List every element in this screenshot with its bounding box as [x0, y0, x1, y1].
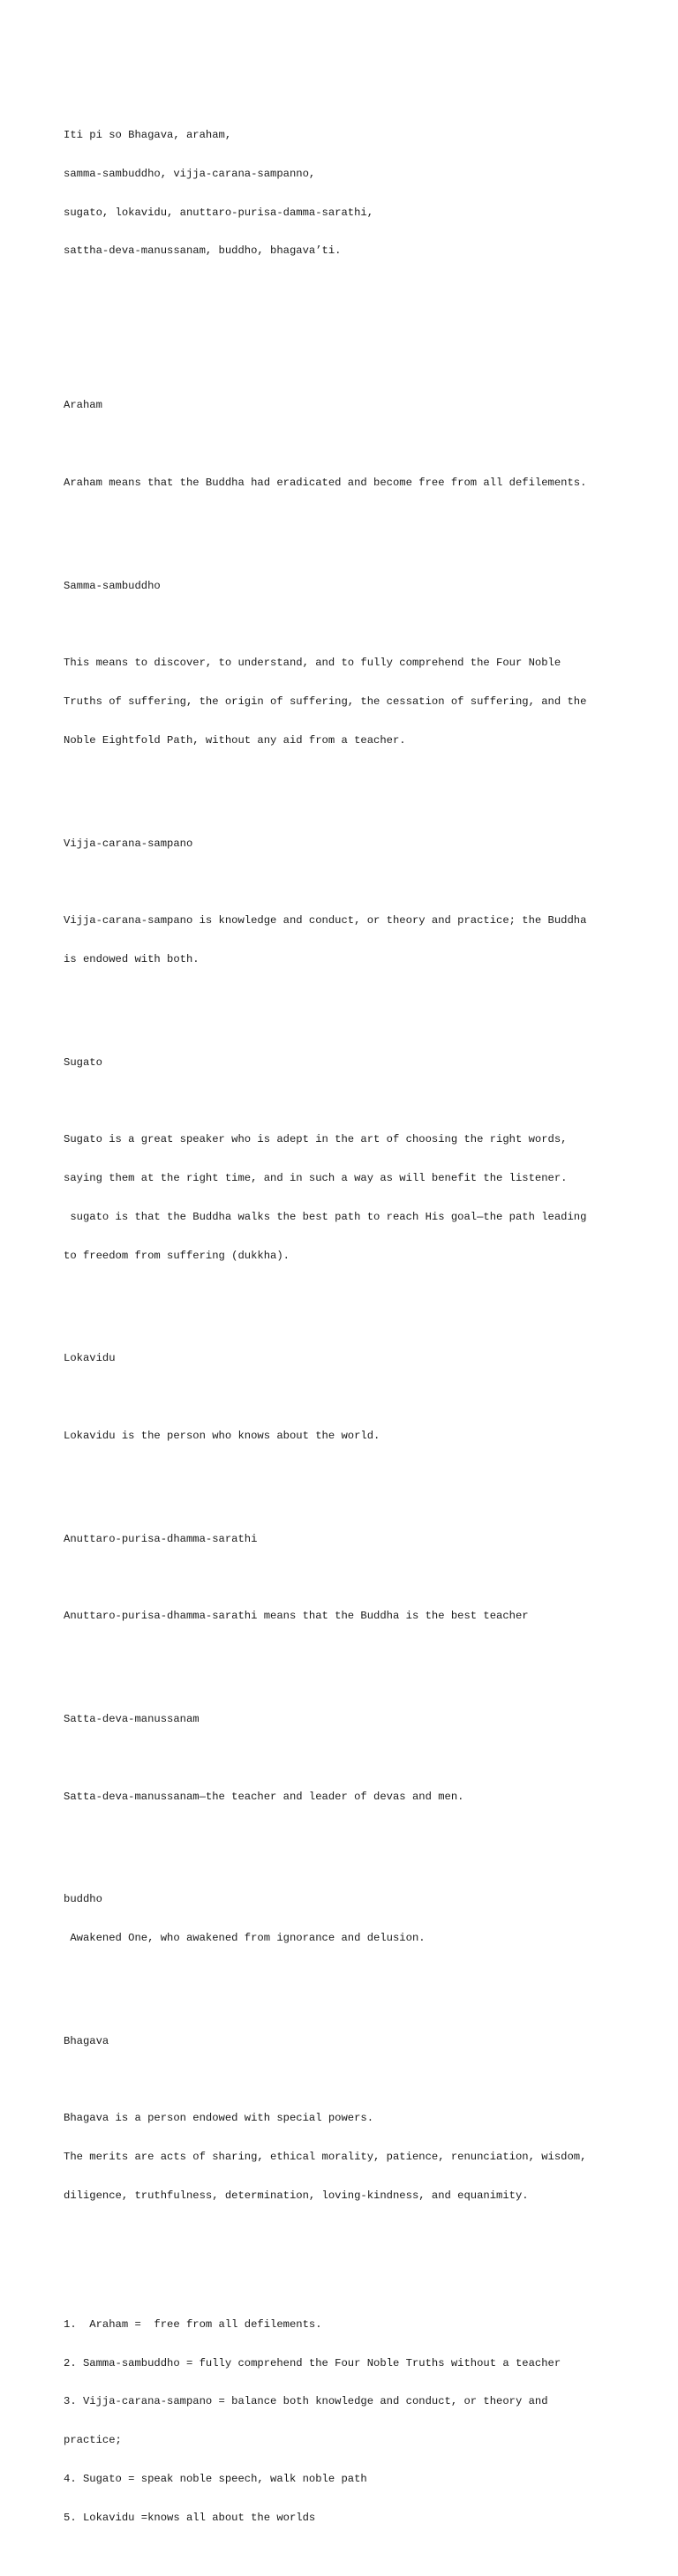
summary-list — [64, 2293, 629, 2550]
section-body-bhagava: The merits are acts of sharing, ethical morality, patience, renunciation, wisdom, — [64, 2151, 587, 2164]
section-body-sugato: saying them at the right time, and in such a way as will benefit the listener. — [64, 1172, 568, 1185]
section-body-sugato: to freedom from suffering (dukkha). — [64, 1249, 290, 1262]
section-body-buddho: Awakened One, who awakened from ignorance and delusion. — [64, 1932, 426, 1945]
section-body-satta-deva-manussanam: Satta-deva-manussanam—the teacher and leader of devas and men. — [64, 1790, 464, 1803]
section-heading-samma-sambuddho: Samma-sambuddho — [64, 579, 161, 592]
section-body-vijja-carana-sampano: is endowed with both. — [64, 952, 200, 965]
verse-line: Iti pi so Bhagava, araham, — [64, 128, 232, 141]
section-body-samma-sambuddho: Truths of suffering, the origin of suffering, the cessation of suffering, and the — [64, 695, 587, 709]
summary-item: practice; — [64, 2434, 122, 2447]
verse-block — [64, 103, 629, 283]
summary-item: 4. Sugato = speak noble speech, walk noble path — [64, 2473, 367, 2486]
summary-item: 5. Lokavidu =knows all about the worlds — [64, 2511, 316, 2524]
verse-line: samma-sambuddho, vijja-carana-sampanno, — [64, 167, 316, 180]
section-body-bhagava: diligence, truthfulness, determination, loving-kindness, and equanimity. — [64, 2189, 529, 2202]
section-heading-anuttaro: Anuttaro-purisa-dhamma-sarathi — [64, 1532, 258, 1545]
section-body-sugato: Sugato is a great speaker who is adept in the art of choosing the right words, — [64, 1133, 568, 1146]
section-body-anuttaro: Anuttaro-purisa-dhamma-sarathi means that the Buddha is the best teacher — [64, 1610, 529, 1623]
verse-line: sugato, lokavidu, anuttaro-purisa-damma-sarathi, — [64, 206, 374, 219]
section-body-sugato: sugato is that the Buddha walks the best path to reach His goal—the path leading — [64, 1210, 587, 1223]
section-heading-satta-deva-manussanam: Satta-deva-manussanam — [64, 1713, 200, 1725]
summary-item: 3. Vijja-carana-sampano = balance both knowledge and conduct, or theory and — [64, 2395, 548, 2408]
summary-item: 2. Samma-sambuddho = fully comprehend the Four Noble Truths without a teacher — [64, 2356, 561, 2369]
section-heading-araham: Araham — [64, 399, 102, 412]
document-page — [64, 64, 629, 2576]
summary-item: 1. Araham = free from all defilements. — [64, 2317, 322, 2331]
section-body-lokavidu: Lokavidu is the person who knows about the world. — [64, 1429, 380, 1442]
section-heading-sugato: Sugato — [64, 1055, 102, 1069]
section-heading-bhagava: Bhagava — [64, 2034, 109, 2047]
section-body-vijja-carana-sampano: Vijja-carana-sampano is knowledge and conduct, or theory and practice; the Buddha — [64, 914, 587, 928]
section-body-samma-sambuddho: This means to discover, to understand, and to fully comprehend the Four Noble — [64, 657, 561, 670]
section-body-samma-sambuddho: Noble Eightfold Path, without any aid from a teacher. — [64, 733, 406, 747]
section-body-araham: Araham means that the Buddha had eradicated and become free from all defilements. — [64, 477, 587, 489]
verse-line: sattha-deva-manussanam, buddho, bhagava’ti. — [64, 244, 342, 258]
section-heading-buddho: buddho — [64, 1893, 102, 1906]
section-heading-vijja-carana-sampano: Vijja-carana-sampano — [64, 837, 193, 850]
section-heading-lokavidu: Lokavidu — [64, 1352, 116, 1365]
section-body-bhagava: Bhagava is a person endowed with special powers. — [64, 2112, 374, 2125]
